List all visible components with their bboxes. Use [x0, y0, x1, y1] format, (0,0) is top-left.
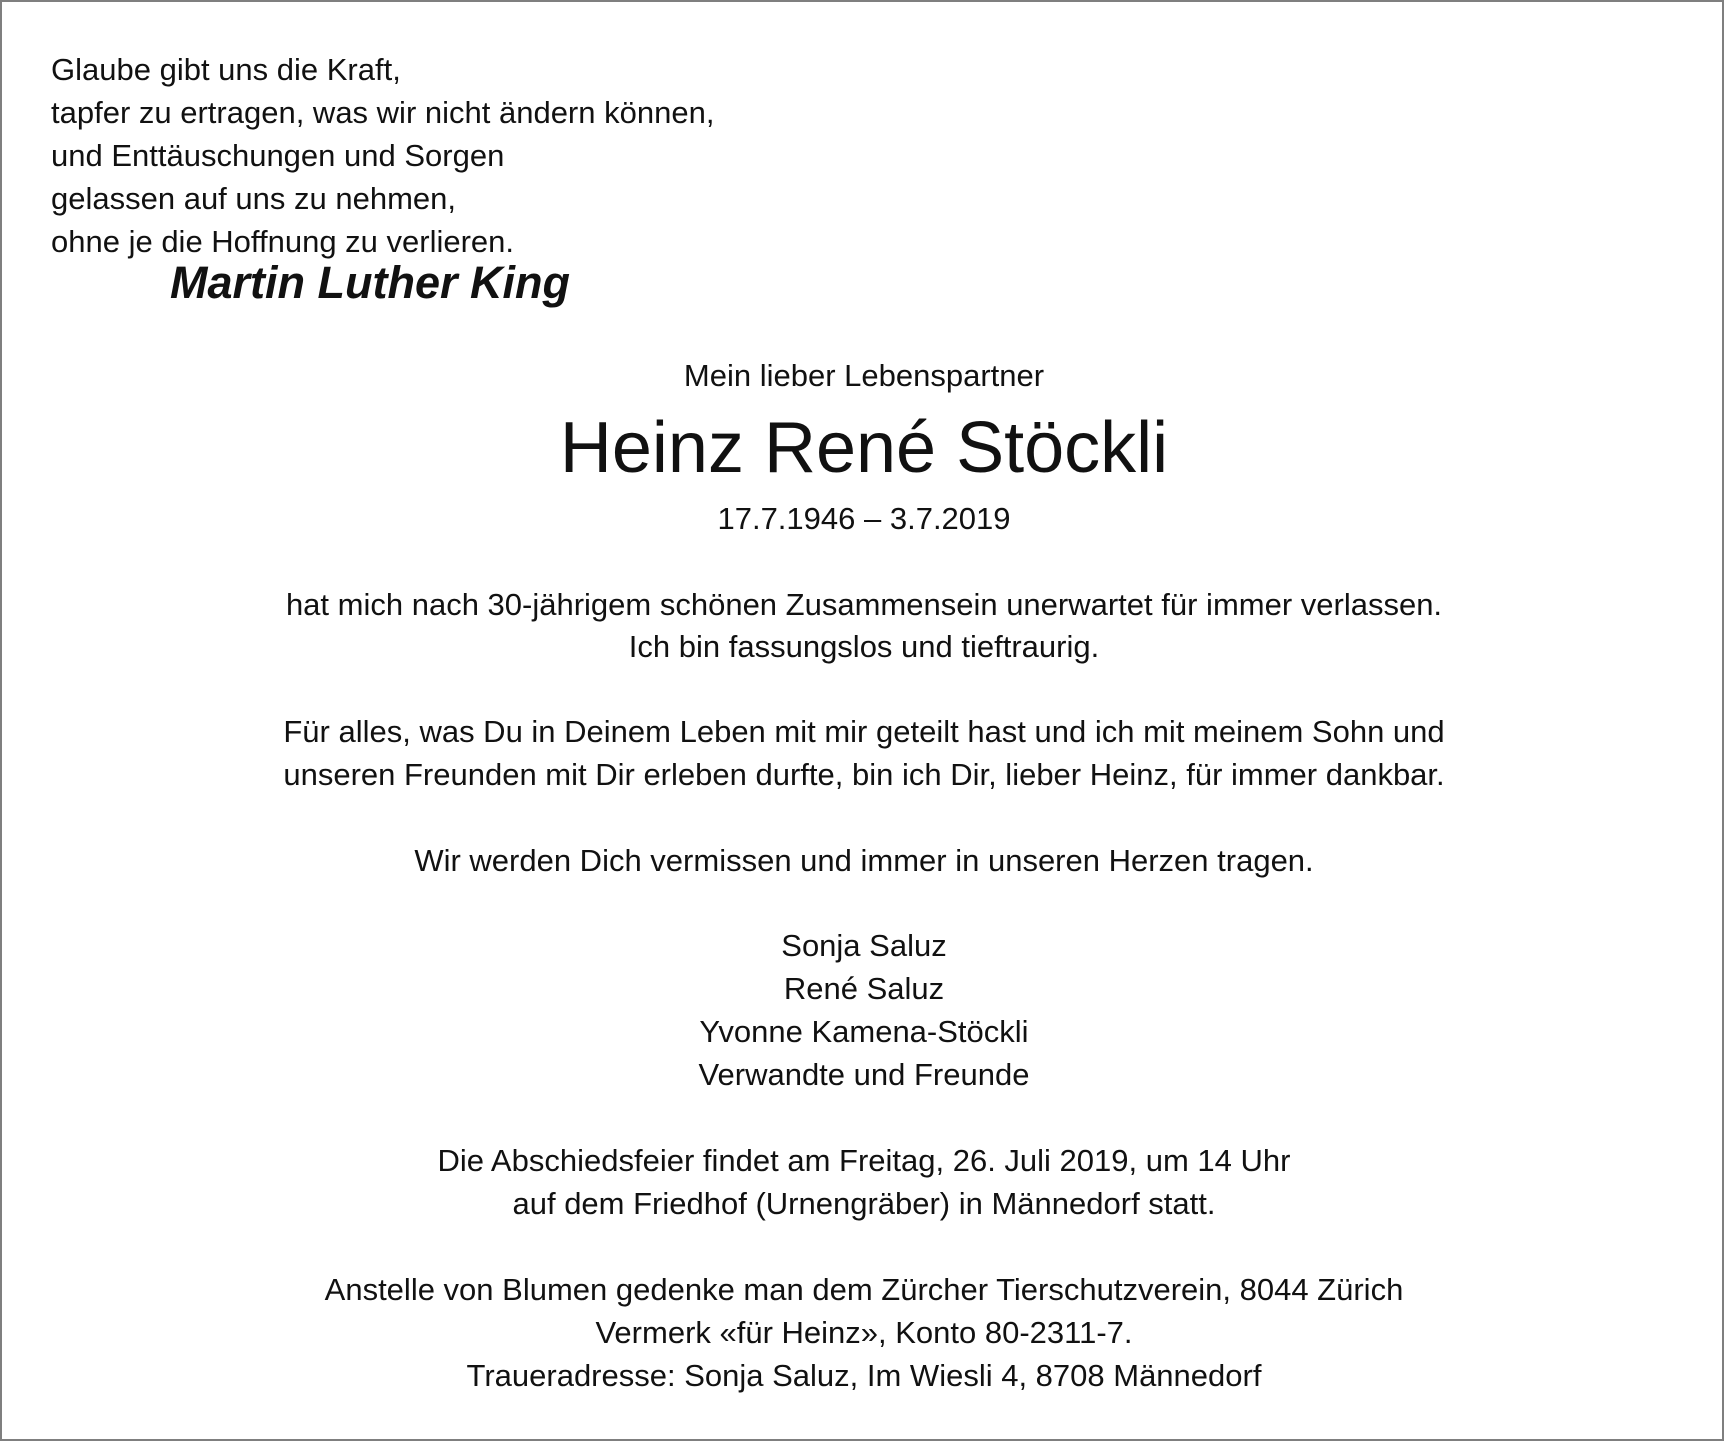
donation-line: Anstelle von Blumen gedenke man dem Zürcher Tierschutzverein, 8044 Zürich: [324, 1272, 1404, 1307]
mourner-name: Yvonne Kamena-Stöckli: [699, 1014, 1029, 1049]
body-line: Für alles, was Du in Deinem Leben mit mir geteilt hast und ich mit meinem Sohn und: [283, 714, 1445, 749]
life-dates: 17.7.1946 – 3.7.2019: [717, 501, 1011, 536]
mourner-name: René Saluz: [783, 971, 945, 1006]
body-line: unseren Freunden mit Dir erleben durfte, bin ich Dir, lieber Heinz, für immer dankbar.: [283, 757, 1445, 792]
quote-line: ohne je die Hoffnung zu verlieren.: [51, 224, 515, 259]
mourning-address: Traueradresse: Sonja Saluz, Im Wiesli 4, 8708 Männedorf: [466, 1358, 1262, 1393]
quote-author: Martin Luther King: [170, 257, 570, 308]
mourner-name: Verwandte und Freunde: [698, 1057, 1030, 1092]
quote-line: Glaube gibt uns die Kraft,: [51, 52, 401, 87]
body-line: Ich bin fassungslos und tieftraurig.: [628, 629, 1100, 664]
intro-text: Mein lieber Lebenspartner: [683, 358, 1045, 393]
deceased-name: Heinz René Stöckli: [559, 408, 1169, 488]
quote-line: tapfer zu ertragen, was wir nicht ändern können,: [51, 95, 715, 130]
donation-line: Vermerk «für Heinz», Konto 80-2311-7.: [595, 1315, 1133, 1350]
body-line: hat mich nach 30-jährigem schönen Zusammensein unerwartet für immer verlassen.: [285, 587, 1443, 622]
quote-line: und Enttäuschungen und Sorgen: [51, 138, 505, 173]
body-line: Wir werden Dich vermissen und immer in unseren Herzen tragen.: [414, 843, 1314, 878]
quote-line: gelassen auf uns zu nehmen,: [51, 181, 456, 216]
ceremony-line: auf dem Friedhof (Urnengräber) in Männedorf statt.: [512, 1186, 1216, 1221]
mourner-name: Sonja Saluz: [781, 928, 947, 963]
ceremony-line: Die Abschiedsfeier findet am Freitag, 26. Juli 2019, um 14 Uhr: [437, 1143, 1291, 1178]
